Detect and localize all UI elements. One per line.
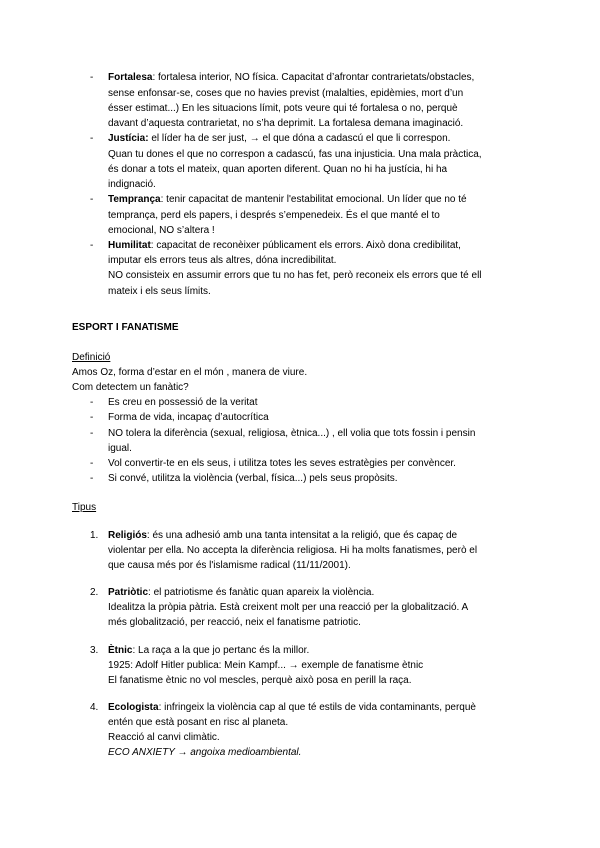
- type-number: 1.: [90, 530, 99, 541]
- type-patriotic-line-1: Patriòtic: el patriotisme és fanàtic quan apareix la violència.: [108, 587, 375, 598]
- virtue-line: Quan tu dones el que no correspon a cadascú, fas una injusticia. Una mala pràctica,: [108, 149, 482, 160]
- virtue-line: davant d’aquesta contrarietat, no s’ha deprimit. La fortalesa demana imaginació.: [108, 118, 464, 129]
- bullet-dash: -: [90, 458, 94, 469]
- fanatic-trait: Vol convertir-te en els seus, i utilitza totes les seves estratègies per convèncer.: [108, 458, 456, 469]
- section-title: ESPORT I FANATISME: [72, 322, 179, 333]
- virtue-title: Temprança: [108, 194, 161, 205]
- type-number: 4.: [90, 702, 99, 713]
- type-title: Ecologista: [108, 702, 159, 713]
- fanatic-trait: NO tolera la diferència (sexual, religiosa, ètnica...) , ell volia que tots fossin i pensin: [108, 428, 476, 439]
- type-line: El fanatisme ètnic no vol mescles, perquè això posa en perill la raça.: [108, 675, 412, 686]
- fanatic-trait: Si convé, utilitza la violència (verbal, física...) pels seus propòsits.: [108, 473, 398, 484]
- virtue-title: Justícia:: [108, 133, 149, 144]
- bullet-dash: -: [90, 428, 94, 439]
- bullet-dash: -: [90, 72, 94, 83]
- type-etnic-line-1: Ètnic: La raça a la que jo pertanc és la millor.: [108, 645, 310, 656]
- type-line: entén que està posant en risc al planeta.: [108, 717, 289, 728]
- type-line: Reacció al canvi climàtic.: [108, 732, 220, 743]
- virtue-line: emocional, NO s’altera !: [108, 225, 215, 236]
- virtue-line: és donar a tots el mateix, quan aporten diferent. Quan no hi ha justícia, hi ha: [108, 164, 448, 175]
- virtue-fortalesa-line-1: Fortalesa: fortalesa interior, NO física. Capacitat d’afrontar contrarietats/obstacles,: [108, 72, 475, 83]
- definition-line: Amos Oz, forma d’estar en el món , manera de viure.: [72, 367, 308, 378]
- virtue-temprança-line-1: Temprança: tenir capacitat de mantenir l'estabilitat emocional. Un líder que no té: [108, 194, 467, 205]
- virtue-title: Fortalesa: [108, 72, 153, 83]
- bullet-dash: -: [90, 240, 94, 251]
- definition-question: Com detectem un fanàtic?: [72, 382, 189, 393]
- type-ecologista-line-1: Ecologista: infringeix la violència cap al que té estils de vida contaminants, perquè: [108, 702, 476, 713]
- fanatic-trait: Es creu en possessió de la veritat: [108, 397, 258, 408]
- type-line: més globalització, per reacció, neix el fanatisme patriotic.: [108, 617, 361, 628]
- eco-anxiety-note: ECO ANXIETY → angoixa medioambiental.: [108, 747, 302, 758]
- type-line: violentar per ella. No accepta la diferència religiosa. Hi ha molts fanatismes, però el: [108, 545, 478, 556]
- virtue-line: ésser estimat...) En les situacions límit, pots veure qui té fortalesa o no, perquè: [108, 103, 458, 114]
- virtue-justicia-line-1: Justícia: el líder ha de ser just, → el que dóna a cadascú el que li correspon.: [108, 133, 451, 144]
- virtue-line: mateix i els seus límits.: [108, 286, 211, 297]
- type-line: Idealitza la pròpia pàtria. Està creixent molt per una reacció per la globalització. A: [108, 602, 469, 613]
- definition-heading: Definició: [72, 352, 111, 363]
- bullet-dash: -: [90, 397, 94, 408]
- types-heading: Tipus: [72, 502, 97, 513]
- type-line: que causa més por és l'islamisme radical (11/11/2001).: [108, 560, 351, 571]
- virtue-line: imputar els errors teus als altres, dóna incredibilitat.: [108, 255, 337, 266]
- virtue-line: NO consisteix en assumir errors que tu no has fet, però reconeix els errors que té ell: [108, 270, 482, 281]
- virtue-line: indignació.: [108, 179, 156, 190]
- bullet-dash: -: [90, 412, 94, 423]
- fanatic-trait: Forma de vida, incapaç d’autocrítica: [108, 412, 269, 423]
- virtue-line: temprança, perd els papers, i després s’empenedeix. És el que manté el to: [108, 210, 440, 221]
- type-number: 3.: [90, 645, 99, 656]
- bullet-dash: -: [90, 133, 94, 144]
- virtue-title: Humilitat: [108, 240, 151, 251]
- type-title: Ètnic: [108, 645, 133, 656]
- type-title: Patriòtic: [108, 587, 149, 598]
- type-title: Religiós: [108, 530, 147, 541]
- virtue-line: sense enfonsar-se, coses que no havies previst (malalties, epidèmies, mort d’un: [108, 88, 464, 99]
- virtue-humilitat-line-1: Humilitat: capacitat de reconèixer públicament els errors. Això dona credibilitat,: [108, 240, 461, 251]
- bullet-dash: -: [90, 473, 94, 484]
- bullet-dash: -: [90, 194, 94, 205]
- type-number: 2.: [90, 587, 99, 598]
- fanatic-trait-cont: igual.: [108, 443, 132, 454]
- type-line: 1925: Adolf Hitler publica: Mein Kampf... → exemple de fanatisme ètnic: [108, 660, 424, 671]
- type-religios-line-1: Religiós: és una adhesió amb una tanta intensitat a la religió, que és capaç de: [108, 530, 458, 541]
